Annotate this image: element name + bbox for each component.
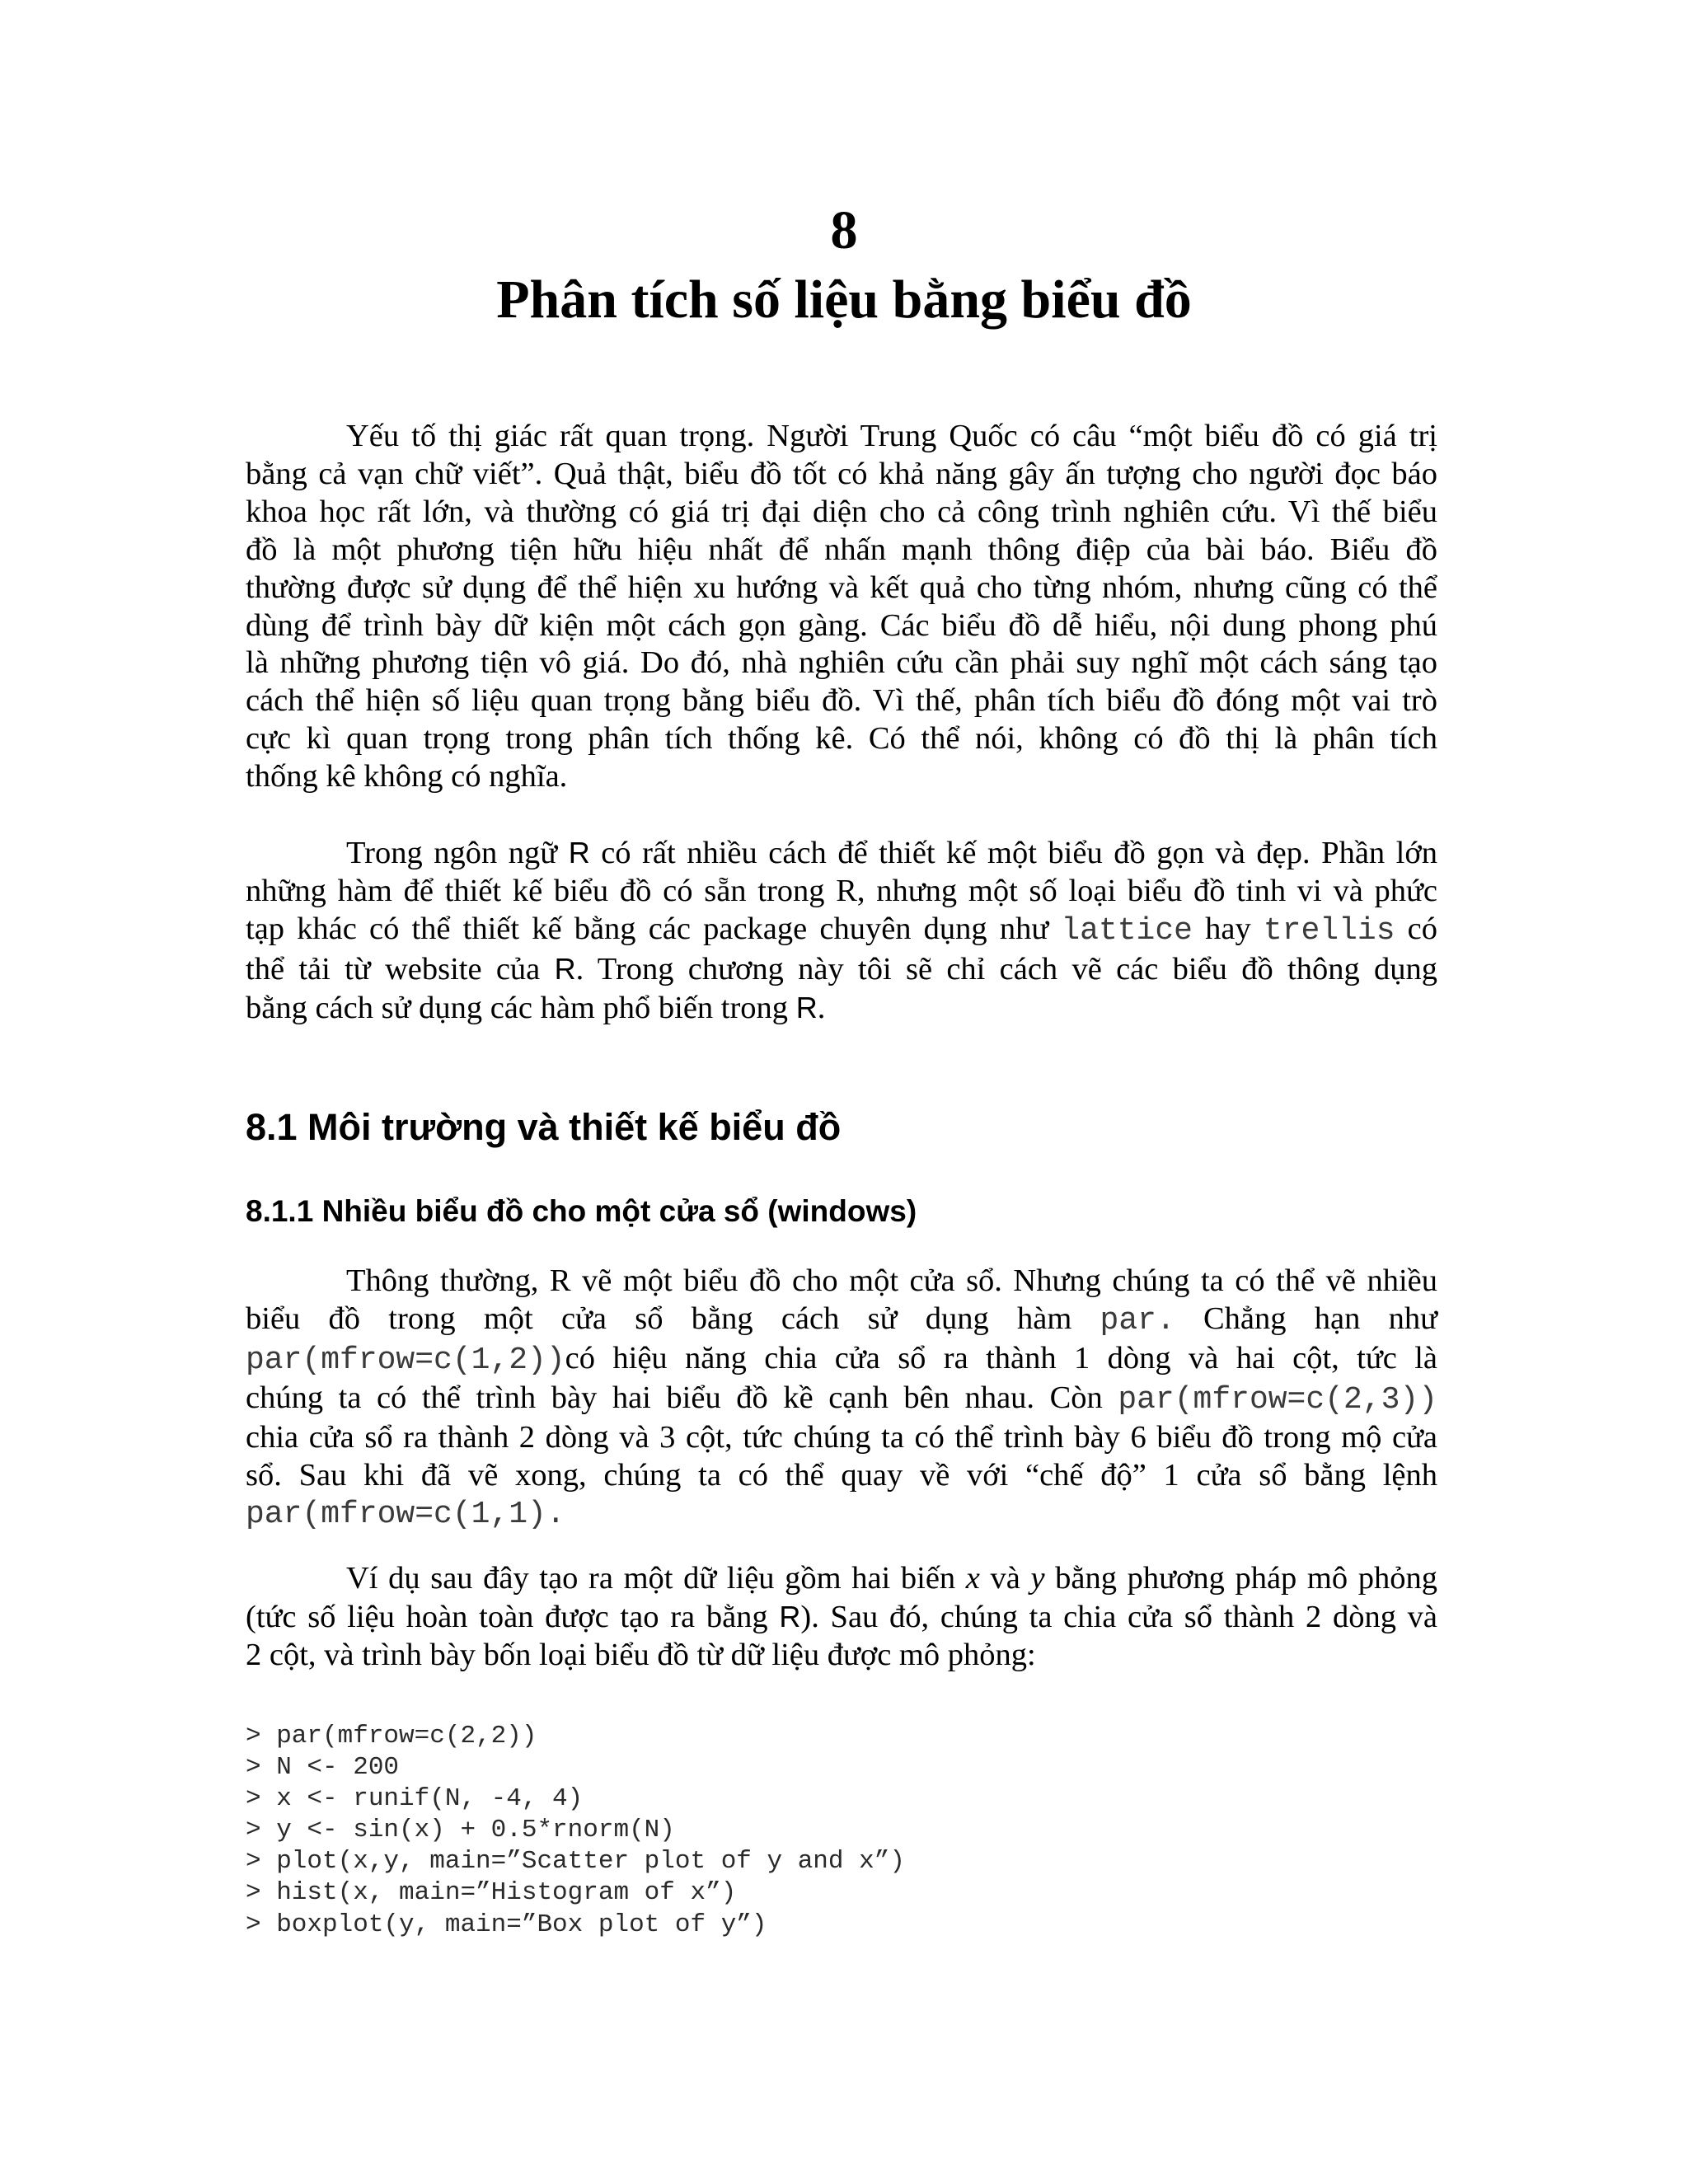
- chapter-title: Phân tích số liệu bằng biểu đồ: [496, 269, 1192, 330]
- code-line: > plot(x,y, main=”Scatter plot of y and x”): [246, 1847, 905, 1877]
- text-line: chúng ta có thể trình bày hai biểu đồ kề cạnh bên nhau. Còn par(mfrow=c(2,3)): [246, 1380, 1437, 1418]
- text-line: chia cửa sổ ra thành 2 dòng và 3 cột, tức chúng ta có thể trình bày 6 biểu đồ trong mộ cửa: [246, 1419, 1437, 1455]
- code-block: [246, 1721, 905, 1941]
- subsection-heading: 8.1.1 Nhiều biểu đồ cho một cửa sổ (windows): [246, 1194, 917, 1228]
- code-trellis: trellis: [1263, 912, 1395, 949]
- body-paragraph-4: [246, 1560, 1437, 1675]
- code-line: > N <- 200: [246, 1753, 400, 1783]
- text-line: (tức số liệu hoàn toàn được tạo ra bằng R). Sau đó, chúng ta chia cửa sổ thành 2 dòng và: [246, 1599, 1437, 1634]
- text-line: Trong ngôn ngữ R có rất nhiều cách để thiết kế một biểu đồ gọn và đẹp. Phần lớn: [346, 836, 1437, 870]
- code-par: par.: [1100, 1302, 1175, 1338]
- text-line: những hàm để thiết kế biểu đồ có sẵn trong R, nhưng một số loại biểu đồ tinh vi và phức: [246, 873, 1437, 908]
- chapter-number: 8: [830, 200, 858, 260]
- text-line: là những phương tiện vô giá. Do đó, nhà nghiên cứu cần phải suy nghĩ một cách sáng tạo: [246, 645, 1437, 681]
- code-line: > par(mfrow=c(2,2)): [246, 1722, 537, 1750]
- code-lattice: lattice: [1061, 912, 1193, 949]
- body-paragraph-3: [246, 1263, 1437, 1534]
- text-line: cực kì quan trọng trong phân tích thống kê. Có thể nói, không có đồ thị là phân tích: [246, 721, 1437, 757]
- code-par-1-1: par(mfrow=c(1,1).: [246, 1497, 565, 1533]
- text-line: bằng cách sử dụng các hàm phổ biến trong R.: [246, 990, 826, 1025]
- text-line: biểu đồ trong một cửa sổ bằng cách sử dụng hàm par. Chẳng hạn như: [246, 1301, 1437, 1338]
- text-line: đồ là một phương tiện hữu hiệu nhất để nhấn mạnh thông điệp của bài báo. Biểu đồ: [246, 532, 1437, 567]
- text-line: Thông thường, R vẽ một biểu đồ cho một cửa sổ. Nhưng chúng ta có thể vẽ nhiều: [346, 1263, 1437, 1298]
- text-line: tạp khác có thể thiết kế bằng các package chuyên dụng như lattice hay trellis có: [246, 911, 1437, 949]
- text-line: Yếu tố thị giác rất quan trọng. Người Trung Quốc có câu “một biểu đồ có giá trị: [346, 419, 1437, 453]
- text-line: cách thể hiện số liệu quan trọng bằng biểu đồ. Vì thế, phân tích biểu đồ đóng một vai trò: [246, 683, 1437, 719]
- code-line: > hist(x, main=”Histogram of x”): [246, 1878, 737, 1908]
- section-heading: 8.1 Môi trường và thiết kế biểu đồ: [246, 1106, 842, 1148]
- code-line: > y <- sin(x) + 0.5*rnorm(N): [246, 1816, 675, 1845]
- code-par-2-3: par(mfrow=c(2,3)): [1118, 1381, 1437, 1418]
- code-line: > x <- runif(N, -4, 4): [246, 1784, 584, 1814]
- code-line: > boxplot(y, main=”Box plot of y”): [246, 1910, 767, 1939]
- text-line: par(mfrow=c(1,2))có hiệu năng chia cửa sổ ra thành 1 dòng và hai cột, tức là: [246, 1340, 1437, 1378]
- text-line: bằng cả vạn chữ viết”. Quả thật, biểu đồ tốt có khả năng gây ấn tượng cho người đọc báo: [246, 456, 1437, 491]
- text-line: khoa học rất lớn, và thường có giá trị đại diện cho cả công trình nghiên cứu. Vì thế biểu: [246, 494, 1437, 529]
- text-line: Ví dụ sau đây tạo ra một dữ liệu gồm hai biến x và y bằng phương pháp mô phỏng: [346, 1561, 1437, 1596]
- text-line: thể tải từ website của R. Trong chương này tôi sẽ chỉ cách vẽ các biểu đồ thông dụng: [246, 951, 1437, 987]
- intro-paragraph-2: [246, 834, 1437, 1028]
- text-line: thường được sử dụng để thể hiện xu hướng và kết quả cho từng nhóm, nhưng cũng có thể: [246, 569, 1437, 605]
- text-line: sổ. Sau khi đã vẽ xong, chúng ta có thể quay về với “chế độ” 1 cửa sổ bằng lệnh: [246, 1457, 1437, 1493]
- text-line: 2 cột, và trình bày bốn loại biểu đồ từ dữ liệu được mô phỏng:: [246, 1637, 1036, 1672]
- code-par-1-2: par(mfrow=c(1,2)): [246, 1342, 565, 1378]
- text-line: [246, 1494, 1437, 1534]
- text-line: thống kê không có nghĩa.: [246, 759, 568, 794]
- text-line: dùng để trình bày dữ kiện một cách gọn gàng. Các biểu đồ dễ hiểu, nội dung phong phú: [246, 607, 1437, 643]
- intro-paragraph-1: [246, 418, 1437, 796]
